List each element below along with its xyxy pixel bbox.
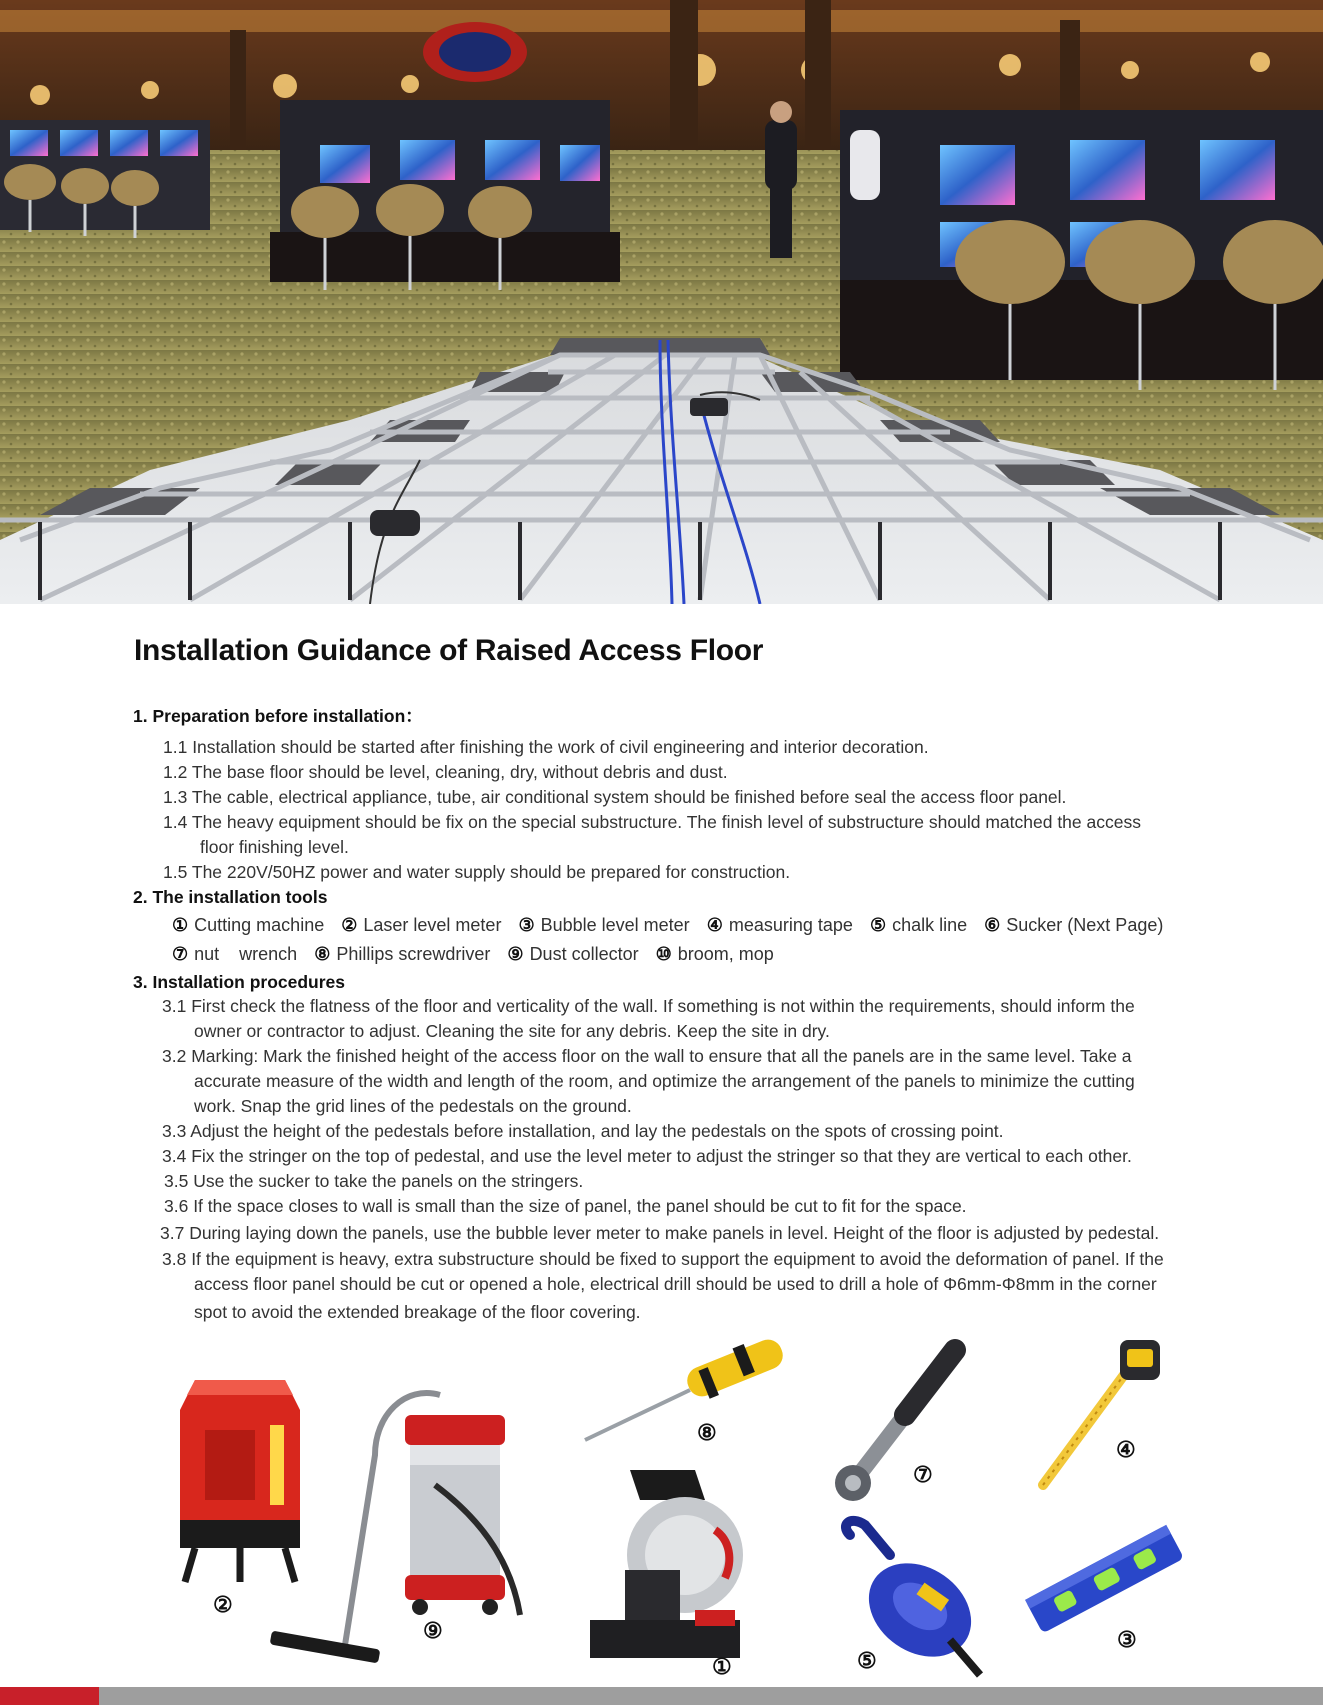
procedure-line: accurate measure of the width and length of the room, and optimize the arrangement of the panels to minimize the cutting — [194, 1071, 1135, 1091]
callout-cutting-machine: ① — [712, 1654, 732, 1679]
callout-bubble-level: ③ — [1117, 1627, 1137, 1652]
procedure-line: 3.1 First check the flatness of the floor and verticality of the wall. If something is not within the requirements, should inform the — [162, 996, 1135, 1016]
section-heading-procedures: 3. Installation procedures — [133, 972, 345, 992]
footer-bar — [0, 1687, 1323, 1705]
tools-row-2 — [172, 944, 786, 965]
tool-entry: ⑩ broom, mop — [655, 944, 774, 964]
tool-entry: ② Laser level meter — [341, 915, 502, 935]
callout-screwdriver: ⑧ — [697, 1420, 717, 1445]
procedure-line: 3.7 During laying down the panels, use the bubble lever meter to make panels in level. Height of the floor is adjusted by pedestal. — [160, 1223, 1160, 1243]
page-title: Installation Guidance of Raised Access Floor — [134, 634, 764, 667]
measuring-tape-illustration — [1035, 1335, 1165, 1495]
procedure-line: access floor panel should be cut or opened a hole, electrical drill should be used to drill a hole of Φ6mm-Φ8mm in the corner — [194, 1274, 1157, 1294]
callout-measuring-tape: ④ — [1116, 1437, 1136, 1462]
procedure-line: 3.6 If the space closes to wall is small than the size of panel, the panel should be cut to fit for the space. — [164, 1196, 967, 1216]
wrench-illustration — [825, 1335, 980, 1505]
tool-entry: ③ Bubble level meter — [518, 915, 690, 935]
procedure-line: 3.8 If the equipment is heavy, extra substructure should be fixed to support the equipment to avoid the deformation of panel. If the — [162, 1249, 1164, 1269]
dust-collector-illustration — [265, 1375, 540, 1670]
prep-item: 1.1 Installation should be started after finishing the work of civil engineering and interior decoration. — [163, 737, 929, 757]
screwdriver-illustration — [580, 1335, 790, 1445]
tool-entry: ⑨ Dust collector — [507, 944, 639, 964]
callout-laser-level: ② — [213, 1592, 233, 1617]
callout-dust-collector: ⑨ — [423, 1618, 443, 1643]
procedure-line: 3.4 Fix the stringer on the top of pedestal, and use the level meter to adjust the stringer so that they are vertical to each other. — [162, 1146, 1132, 1166]
bubble-level-illustration — [1020, 1520, 1190, 1640]
procedure-line: spot to avoid the extended breakage of the floor covering. — [194, 1302, 641, 1322]
tools-row-1 — [172, 915, 1175, 936]
tool-entry: ⑤ chalk line — [869, 915, 968, 935]
tool-entry: ⑦ nut wrench — [172, 944, 298, 964]
prep-item-continuation: floor finishing level. — [200, 837, 349, 857]
footer-accent — [0, 1687, 99, 1705]
prep-item: 1.4 The heavy equipment should be fix on the special substructure. The finish level of substructure should matched the access — [163, 812, 1141, 832]
procedure-line: 3.2 Marking: Mark the finished height of the access floor on the wall to ensure that all the panels are in the same level. Take a — [162, 1046, 1132, 1066]
callout-chalk-line: ⑤ — [857, 1648, 877, 1673]
chalk-line-illustration — [830, 1515, 985, 1680]
tool-entry: ① Cutting machine — [172, 915, 325, 935]
tool-entry: ⑧ Phillips screwdriver — [314, 944, 491, 964]
tool-entry: ④ measuring tape — [706, 915, 853, 935]
hero-photo — [0, 0, 1323, 604]
cutting-machine-illustration — [585, 1460, 750, 1665]
section-heading-tools: 2. The installation tools — [133, 887, 328, 907]
procedure-line: work. Snap the grid lines of the pedestals on the ground. — [194, 1096, 632, 1116]
callout-wrench: ⑦ — [913, 1462, 933, 1487]
prep-item: 1.5 The 220V/50HZ power and water supply should be prepared for construction. — [163, 862, 791, 882]
prep-item: 1.2 The base floor should be level, cleaning, dry, without debris and dust. — [163, 762, 728, 782]
tool-entry: ⑥ Sucker (Next Page) — [984, 915, 1164, 935]
procedure-line: 3.5 Use the sucker to take the panels on the stringers. — [164, 1171, 584, 1191]
procedure-line: 3.3 Adjust the height of the pedestals before installation, and lay the pedestals on the spots of crossing point. — [162, 1121, 1004, 1141]
section-heading-preparation: 1. Preparation before installation： — [133, 706, 423, 726]
procedure-line: owner or contractor to adjust. Cleaning the site for any debris. Keep the site in dry. — [194, 1021, 830, 1041]
prep-item: 1.3 The cable, electrical appliance, tube, air conditional system should be finished before seal the access floor panel. — [163, 787, 1067, 807]
